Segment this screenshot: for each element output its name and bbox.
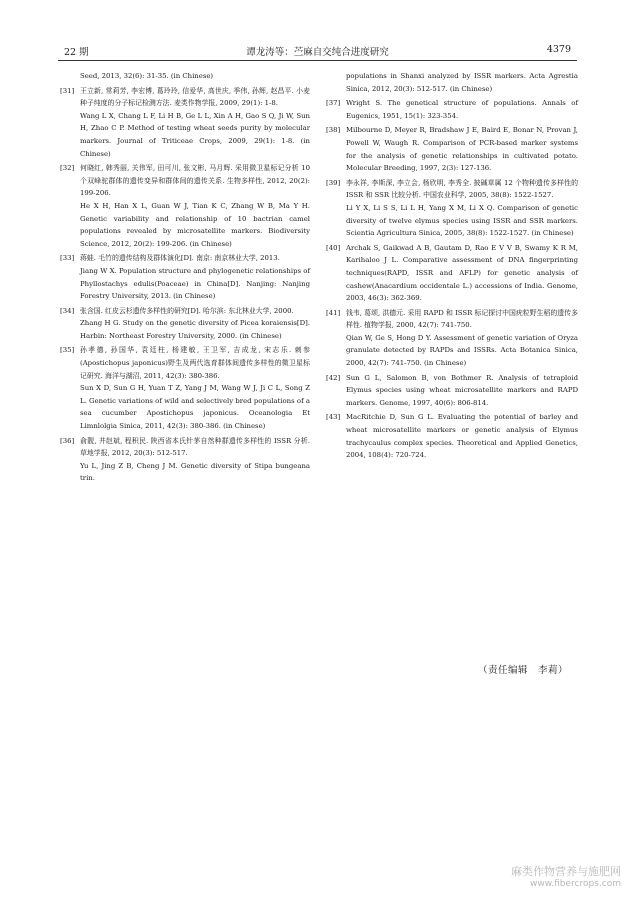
reference-entry — [326, 372, 578, 410]
reference-text: 俞靓, 井赵斌, 程积民. 陕西省本氏针茅自然种群遗传多样性的 ISSR 分析. 草地学报, 2012, 20(3): 512-517. — [80, 436, 310, 458]
reference-entry — [326, 124, 578, 174]
reference-number: [42] — [326, 373, 341, 382]
watermark-url: www.fibercrops.com — [530, 879, 621, 889]
reference-entry — [60, 85, 310, 161]
reference-text: Sun X D, Sun G H, Yuan T Z, Yang J M, Wang W J, Ji C L, Song Z L. Genetic variations of wild and selectively bred populations of a sea cucumber Apostichopus japonicus. Oceanologia Et Limnlolgia Sinica, 2011, 42(3): 380-386. (in Chinese) — [80, 384, 310, 431]
reference-entry — [60, 252, 310, 302]
reference-text: Jiang W X. Population structure and phylogenetic relationships of Phyllostachys edulis(Poaceae) in China[D]. Nanjing: Nanjing Forestry University, 2013. (in Chinese) — [80, 266, 310, 301]
reference-text: 孙孝德, 孙国华, 袁廷柱, 杨建敏, 王卫军, 吉成龙, 宋志乐. 刺参(Apostichopus japonicus)野生及两代选育群体间遗传多样性的微卫星标记研究. 海洋与湖沼, 2011, 42(3): 380-386. — [80, 346, 310, 380]
reference-text: 何晓红, 韩秀丽, 关伟军, 田可川, 张文彬, 马月辉. 采用微卫星标记分析 10 个双峰驼群体的遗传变异和群体间的遗传关系. 生物多样性, 2012, 20(2): 199-206. — [80, 164, 310, 198]
reference-entry — [326, 307, 578, 370]
reference-number: [32] — [60, 164, 75, 173]
watermark-site-name: 麻类作物营养与施肥网 — [511, 865, 621, 878]
reference-number: [34] — [60, 306, 75, 315]
watermark — [511, 863, 621, 889]
reference-entry — [326, 97, 578, 122]
reference-number: [38] — [326, 126, 341, 135]
reference-text: MacRitchie D, Sun G L. Evaluating the potential of barley and wheat microsatellite markers or genetic analysis of Elymus trachycaulus complex species. Theoretical and Applied Genetics, 2004, 108(4): 720-724. — [346, 413, 578, 460]
reference-text: Wright S. The genetical structure of populations. Annals of Eugenics, 1951, 15(1): 323-354. — [346, 99, 578, 120]
reference-number: [37] — [326, 99, 341, 108]
reference-text: Li Y X, Li S S, Li L H, Yang X M, Li X Q. Comparison of genetic diversity of twelve elymus species using ISSR and SSR markers. Scientia Agricultura Sinica, 2005, 38(8): 1522-1527. (in Chinese) — [346, 203, 578, 238]
reference-number: [41] — [326, 308, 341, 317]
reference-text: Qian W, Ge S, Hong D Y. Assessment of genetic variation of Oryza granulate detected by RAPDs and ISSRs. Acta Botanica Sinica, 2000, 42(7): 741-750. (in Chinese) — [346, 333, 578, 368]
reference-text: Wang L X, Chang L F, Li H B, Ge L L, Xin A H, Gao S Q, Ji W, Sun H, Zhao C P. Method of testing wheat seeds purity by molecular markers. Journal of Triticeae Crops, 2009, 29(1): 1-8. (in Chinese) — [80, 111, 310, 158]
reference-text: Yu L, Jing Z B, Cheng J M. Genetic diversity of Stipa bungeana trin. — [80, 461, 310, 483]
reference-entry — [326, 177, 578, 240]
header-rule — [58, 60, 577, 61]
reference-entry — [326, 242, 578, 305]
reference-text: 蒋蛙. 毛竹的遗传结构及群体演化[D]. 南京: 南京林业大学, 2013. — [80, 254, 280, 263]
reference-entry — [60, 344, 310, 432]
reference-text: Archak S, Gaikwad A B, Gautam D, Rao E V V B, Swamy K R M, Karihaloo J L. Comparative assessment of DNA fingerprinting techniques(RAPD, ISSR and AFLP) for genetic analysis of cashew(Anacardium occidentale L.) accessions of India. Genome, 2003, 46(3): 362-369. — [346, 243, 578, 303]
reference-entry — [60, 305, 310, 343]
reference-entry — [60, 162, 310, 250]
reference-number: [35] — [60, 346, 75, 355]
reference-number: [31] — [60, 86, 75, 95]
reference-number: [40] — [326, 243, 341, 252]
page-number: 4379 — [546, 44, 571, 55]
reference-continuation: populations in Shanxi analyzed by ISSR markers. Acta Agrestia Sinica, 2012, 20(3): 512-517. (in Chinese) — [346, 72, 578, 93]
reference-text: Milbourne D, Meyer R, Bradshaw J E, Baird E, Bonar N, Provan J, Powell W, Waugh R. Comparison of PCR-based marker systems for the analysis of genetic relationships in cultivated potato. Molecular Breeding, 1997, 2(3): 127-136. — [346, 126, 578, 173]
editor-note: （责任编辑 李莉） — [478, 665, 569, 676]
reference-text: 钱韦, 葛颂, 洪德元. 采用 RAPD 和 ISSR 标记探讨中国疣粒野生稻的遗传多样性. 植物学报, 2000, 42(7): 741-750. — [346, 308, 578, 330]
right-column — [326, 70, 578, 464]
reference-number: [33] — [60, 254, 75, 263]
reference-text: Sun G L, Salomon B, von Bothmer R. Analysis of tetraploid Elymus species using wheat microsatellite markers and RAPD markers. Genome, 1997, 40(6): 806-814. — [346, 373, 578, 407]
reference-entry — [60, 435, 310, 485]
reference-text: 张含国. 红皮云杉遗传多样性的研究[D]. 哈尔滨: 东北林业大学, 2000. — [80, 306, 294, 315]
issue-number: 22 期 — [64, 47, 89, 58]
reference-list-right — [326, 97, 578, 462]
reference-number: [36] — [60, 436, 75, 445]
left-column — [60, 70, 310, 487]
reference-text: He X H, Han X L, Guan W J, Tian K C, Zhang W B, Ma Y H. Genetic variability and relationship of 10 bactrian camel populations revealed by microsatellite markers. Biodiversity Science, 2012, 20(2): 199-206. (in Chinese) — [80, 201, 310, 248]
reference-entry — [326, 411, 578, 461]
reference-number: [39] — [326, 178, 341, 187]
reference-number: [43] — [326, 413, 341, 422]
reference-text: Zhang H G. Study on the genetic diversity of Picea koraiensis[D]. Harbin: Northeast Forestry University, 2000. (in Chinese) — [80, 319, 310, 340]
reference-text: 王立新, 常莉芳, 李宏博, 葛玲玲, 信爱华, 高世庆, 季伟, 孙辉, 赵昌平. 小麦种子纯度的分子标记检测方法. 麦类作物学报, 2009, 29(1): 1-8. — [80, 86, 310, 108]
running-header — [58, 44, 577, 60]
running-title: 谭龙涛等：苎麻自交纯合进度研究 — [246, 47, 389, 58]
reference-continuation: Seed, 2013, 32(6): 31-35. (in Chinese) — [80, 72, 214, 80]
reference-text: 李永祥, 李斯深, 李立会, 杨欣明, 李秀全. 披碱草属 12 个物种遗传多样性的 ISSR 和 SSR 比较分析. 中国农业科学, 2005, 38(8): 1522-1527. — [346, 178, 578, 200]
reference-list-left — [60, 85, 310, 485]
